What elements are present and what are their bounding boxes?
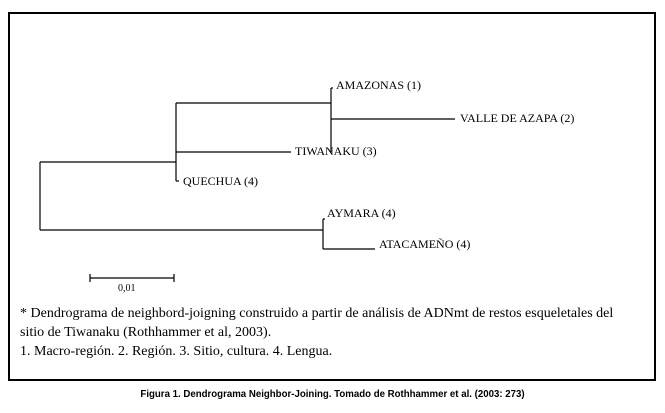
leaf-label-valle-de-azapa: VALLE DE AZAPA (2): [460, 111, 575, 125]
scale-label: 0,01: [118, 283, 136, 294]
figure-caption: Figura 1. Dendrograma Neighbor-Joining. Tomado de Rothhammer et al. (2003: 273): [140, 388, 525, 400]
note-line-2: sitio de Tiwanaku (Rothhammer et al, 2003).: [20, 325, 272, 340]
note-line-3: 1. Macro-región. 2. Región. 3. Sitio, cultura. 4. Lengua.: [20, 344, 333, 359]
leaf-label-amazonas: AMAZONAS (1): [336, 78, 421, 92]
leaf-label-aymara: AYMARA (4): [327, 206, 396, 220]
leaf-label-atacameno: ATACAMEÑO (4): [379, 237, 471, 251]
leaf-label-quechua: QUECHUA (4): [183, 174, 258, 188]
leaf-label-tiwanaku: TIWANAKU (3): [295, 144, 377, 158]
note-line-1: * Dendrograma de neighbord-joigning construido a partir de análisis de ADNmt de restos esqueletales del: [20, 306, 614, 321]
